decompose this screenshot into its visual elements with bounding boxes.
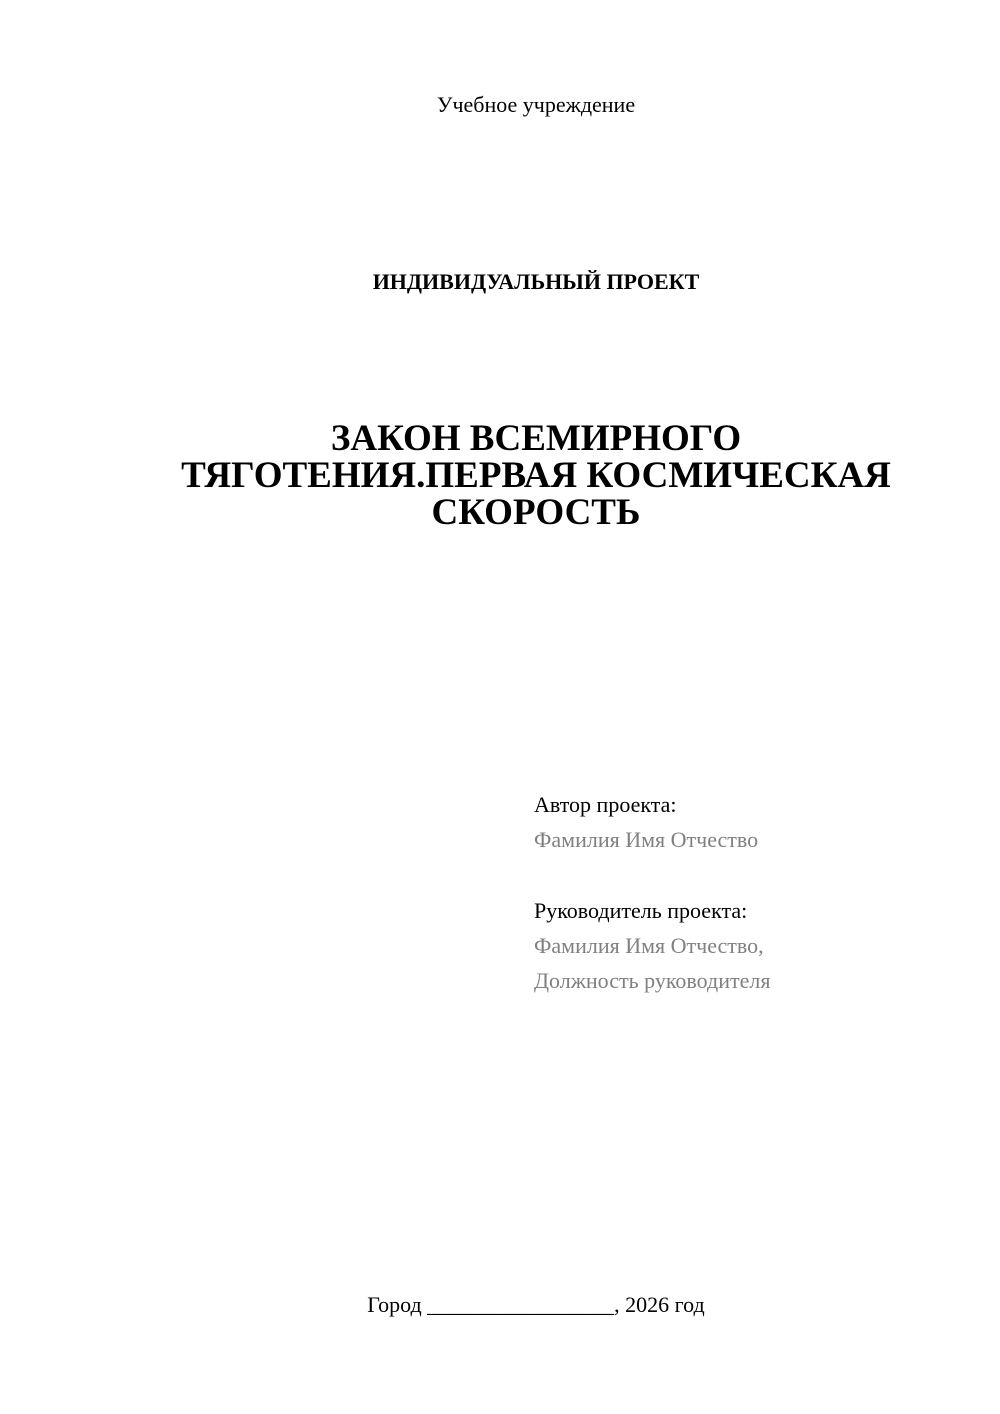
city-year-footer: Город _________________, 2026 год <box>367 1292 705 1317</box>
project-title-line: ЗАКОН ВСЕМИРНОГО <box>330 418 742 459</box>
supervisor-name: Фамилия Имя Отчество, <box>534 933 764 958</box>
author-label: Автор проекта: <box>534 792 677 817</box>
project-title-line: ТЯГОТЕНИЯ.ПЕРВАЯ КОСМИЧЕСКАЯ <box>181 455 891 496</box>
author-name: Фамилия Имя Отчество <box>534 827 759 852</box>
project-type-heading: ИНДИВИДУАЛЬНЫЙ ПРОЕКТ <box>372 269 700 294</box>
institution-name: Учебное учреждение <box>436 92 636 117</box>
authors-block <box>534 787 770 998</box>
project-title <box>0 420 1000 531</box>
project-title-line: СКОРОСТЬ <box>431 492 641 533</box>
supervisor-position: Должность руководителя <box>534 968 771 993</box>
spacer <box>534 857 770 893</box>
supervisor-label: Руководитель проекта: <box>534 898 748 923</box>
